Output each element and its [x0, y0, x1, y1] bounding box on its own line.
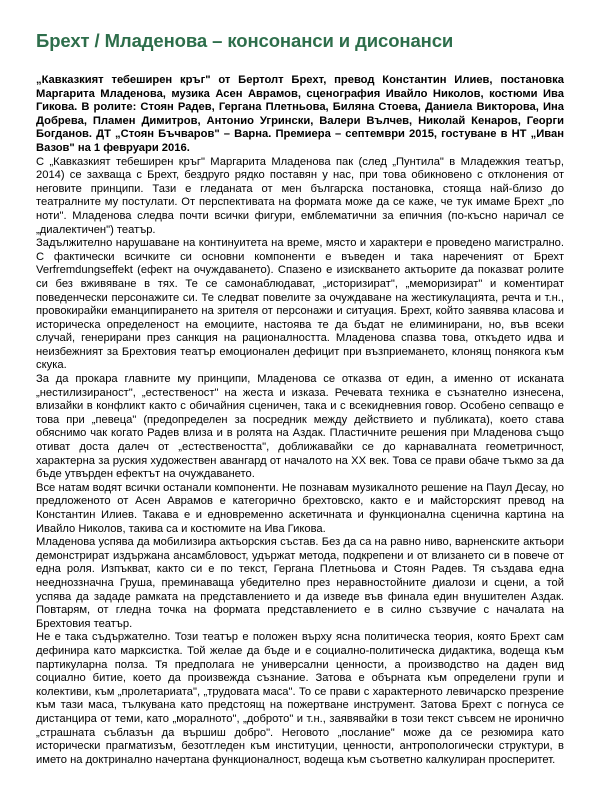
- credits-block: „Кавказкият тебеширен кръг" от Бертолт Брехт, превод Константин Илиев, постановка Маргарита Младенова, музика Асен Аврамов, сценография Ивайло Николов, костюми Ива Гикова. В ролите: Стоян Радев, Гергана Плетньова, Биляна Стоева, Даниела Викторова, Ина Добрева, Пламен Димитров, Антонио Угрински, Валери Вълчев, Николай Кенаров, Георги Богданов. ДТ „Стоян Бъчваров" – Варна. Премиера – септември 2015, гостуване в НТ „Иван Вазов" на 1 февруари 2016.: [36, 74, 564, 154]
- paragraph-3: За да прокара главните му принципи, Младенова се отказва от един, а именно от исканата „нестилизираност", „естественост" на жеста и изказа. Речевата техника е съзнателно изнесена, влизайки в конфликт както с обичайния сценичен, така и с всекидневния говор. Особено сепващо е това при „певеца" (предопределен за посредник между действието и публиката), което става обяснимо чак когато Радев влиза и в ролята на Аздак. Пластичните решения при Младенова също отиват доста далеч от „естествеността", доближавайки се до карнавалната геометричност, характерна за руския художествен авангард от началото на XX век. Това се прави обаче тъкмо за да бъде утвърден ефектът на очуждаването.: [36, 373, 564, 481]
- paragraph-4: Все натам водят всички останали компоненти. Не познавам музикалното решение на Паул Десау, но предложеното от Асен Аврамов е категорично брехтовско, както е и майсторският превод на Константин Илиев. Такава е и едновременно аскетичната и функционална сценична картина на Ивайло Николов, такива са и костюмите на Ива Гикова.: [36, 481, 564, 535]
- paragraph-1: С „Кавказкият тебеширен кръг" Маргарита Младенова пак (след „Пунтила" в Младежкия театър, 2014) се захваща с Брехт, бездруго рядко поставян у нас, при това обикновено с отклонения от неговите принципи. Тази е гледаната от мен българска постановка, стояща най-близо до театралните му постулати. От перспективата на формата може да се каже, че тук имаме Брехт „по ноти". Младенова следва почти всички фигури, емблематични за епичния (по-късно наричал се „диалектичен") театър.: [36, 155, 564, 236]
- paragraph-6: Не е така съдържателно. Този театър е положен върху ясна политическа теория, която Брехт сам дефинира като марксистка. Той желае да бъде и е социално-политическа дидактика, водеща към партикуларна полза. Тя предполага не универсални ценности, а производство на даден вид социално битие, което да произвежда съзнание. Затова е обърната към определени групи и колективи, към „пролетариата", „трудовата маса". То се прави с характерното левичарско презрение към тази маса, тълкувана като предстоящ на пожертване инструмент. Затова Брехт с погнуса се дистанцира от теми, като „моралното", „доброто" и т.н., заявявайки в този текст съвсем не иронично „страшната съблазън да вършиш добро". Неговото „послание" може да се резюмира като исторически прагматизъм, безотгледен към институции, ценности, антропологически структури, в името на доктринално начертана функционалност, водеща към съответно калкулиран просперитет.: [36, 631, 564, 766]
- article: [36, 30, 564, 767]
- paragraph-2: Задължително нарушаване на континуитета на време, място и характери е проведено магистрално. С фактически всичките си основни компоненти е въведен и така нареченият от Брехт Verfremdungseffekt (ефект на очуждаването). Спазено е изискването актьорите да показват ролите си без вживяване в тях. Те се самонаблюдават, „историзират", „меморизират" и коментират поведенчески персонажите си. Те следват повелите за очуждаване на жестикулацията, речта и т.н., провокирайки еманципирането на зрителя от персонажи и ситуация. Брехт, който заявява класова и историческа определеност на емоциите, настоява те да бъдат не елиминирани, но, във всеки случай, генерирани през санкция на рационалността. Младенова спазва това, откъдето идва и неизбежният за Брехтовия театър емоционален дефицит при възприемането, клонящ понякога към скука.: [36, 237, 564, 372]
- page-title: Брехт / Младенова – консонанси и дисонанси: [36, 30, 454, 51]
- paragraph-5: Младенова успява да мобилизира актьорския състав. Без да са на равно ниво, варненските актьори демонстрират издържана ансамбловост, удържат метода, подкрепени и от влизането си в повече от една роля. Изпъкват, както си е по текст, Гергана Плетньова и Стоян Радев. Тя създава една неедноззначна Груша, преминаваща убедително през неравностойните диалози и сцени, а той успява да зададе рамката на представлението и да изведе във финала един внушителен Аздак. Повтарям, от гледна точка на формата представлението е в силно съзвучие с началата на Брехтовия театър.: [36, 536, 564, 630]
